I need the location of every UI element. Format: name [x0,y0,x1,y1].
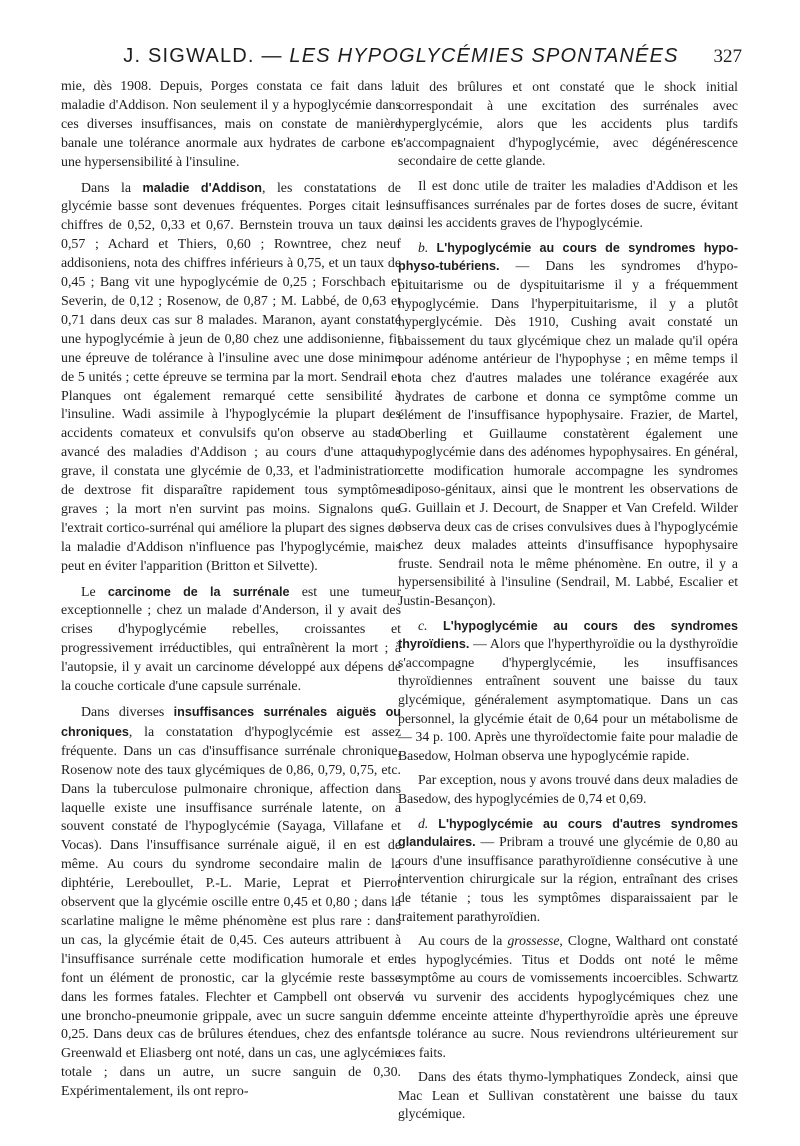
text-run: Le [81,584,108,600]
paragraph [61,583,401,697]
left-column [61,78,401,1102]
paragraph: Il est donc utile de traiter les maladies d'Addison et les insuffisances surrénales par de fortes doses de sucre, évitant ainsi les accidents graves de l'hypoglycémie. [398,177,738,231]
text-run: — Pribram a trouvé une glycémie de 0,80 au cours d'une insuffisance parathyroïdienne consécutive à une intervention chirurgicale sur la région, entraînant des crises de tétanie ; tous les symptômes disparaissaient par le traitement parathyroïdien. [398,834,738,924]
text-run: — Alors que l'hyperthyroïdie ou la dysthyroïdie s'accompagne d'hyperglycémie, les insuffisances thyroïdiennes entraînent souvent une baisse du taux glycémique, généralement asymptomatique. Dans un cas personnel, la glycémie était de 0,64 pour un métabolisme de — 34 p. 100. Après une thyroïdectomie faite pour maladie de Basedow, Holman observa une hypoglycémie rapide. [398,636,738,763]
running-header [60,42,742,72]
header-subject: LES HYPOGLYCÉMIES SPONTANÉES [289,45,679,67]
section-marker: c. [418,617,428,633]
running-title [60,42,742,70]
section-heading: L'hypoglycémie au cours des syndromes thyroïdiens. [398,618,738,652]
page-number: 327 [713,46,742,67]
header-author: J. SIGWALD. [123,45,255,67]
paragraph [398,932,738,1062]
section-heading: L'hypoglycémie au cours de syndromes hypo-physo-tubériens. [398,240,739,274]
text-run: , Clogne, Walthard ont constaté des hypoglycémies. Titus et Dodds ont noté le même symptôme au cours de vomissements incoercibles. Schwartz a vu survenir des accidents hypoglycémiques chez une femme enceinte atteinte d'hyperthyroïdie après une épreuve de tolérance au sucre. Nous reviendrons ultérieurement sur ces faits. [398,933,738,1060]
paragraph [398,815,738,927]
paragraph: duit des brûlures et ont constaté que le shock initial correspondait à une excitation des surrénales avec hyperglycémie, alors que les accidents plus tardifs s'accompagnaient d'hypoglycémie, avec dégénérescence secondaire de cette glande. [398,79,738,169]
right-column [398,78,738,1124]
paragraph [61,179,401,577]
text-run: — Dans les syndromes d'hypo-pituitarisme ou de dyspituitarisme il y a fréquemment hypoglycémie. Dans l'hyperpituitarisme, il y a plutôt hyperglycémie. Dès 1910, Cushing avait constaté un abaissement du taux glycémique chez un malade qu'il opéra pour adénome antérieur de l'hypophyse ; en même temps il nota chez d'autres malades une tolérance exagérée aux hydrates de carbone et donna ce symptôme comme un élément de l'insuffisance hypophysaire. Frazier, de Martel, Oberling et Guillaume constatèrent également une hypoglycémie dans des adénomes hypophysaires. En général, cette modification humorale accompagne les syndromes adiposo-génitaux, ainsi que le montrent les observations de G. Guillain et J. Decourt, de Snapper et Van Crefeld. Wilder observa deux cas de crises convulsives dues à l'hypoglycémie chez deux malades atteints d'insuffisance hypophysaire fruste. Sendrail nota le même phénomène. En outre, il y a hypersensibilité à l'insuline (Sendrail, M. Labbé, Escalier et Justin-Besançon). [398,258,738,609]
keyword: insuffisances surrénales aiguës ou chroniques [61,705,401,739]
paragraph: mie, dès 1908. Depuis, Porges constata ce fait dans la maladie d'Addison. Non seulement il y a hypoglycémie dans ces diverses insuffisances, mais on constate de manière banale une tolérance anormale aux hydrates de carbone et une hypersensibilité à l'insuline. [61,79,401,170]
paragraph [398,617,738,766]
text-run: est une tumeur exceptionnelle ; chez un malade d'Anderson, il y avait des crises d'hypoglycémie rebelles, croissantes et progressivement irréductibles, qui entraînèrent la mort ; à l'autopsie, il y avait un carcinome développé aux dépens de la couche corticale d'une capsule surrénale. [61,584,402,695]
text-run: Au cours de la [418,933,508,949]
paragraph [398,239,738,611]
keyword: maladie d'Addison [142,180,262,195]
keyword: carcinome de la surrénale [107,584,290,599]
section-marker: d. [418,815,429,831]
section-heading: L'hypoglycémie au cours d'autres syndromes glandulaires. [398,816,738,850]
text-run: , la constatation d'hypoglycémie est assez fréquente. Dans un cas d'insuffisance surrénale chronique, Rosenow note des taux glycémiques de 0,86, 0,79, 0,75, etc. Dans la tuberculose pulmonaire chronique, affection dans laquelle existe une insuffisance surrénale latente, on a souvent constaté de l'hypoglycémie (Sayaga, Villafane et Vocas). Dans l'insuffisance surrénale aiguë, il en est de même. Au cours du syndrome secondaire malin de la diphtérie, Lereboullet, P.-L. Marie, Leprat et Pierrot observent que la glycémie oscille entre 0,45 et 0,80 ; dans la scarlatine maligne le même phénomène est plus rare : dans un cas, la glycémie était de 0,45. Ces auteurs attribuent à l'insuffisance surrénale cette modification humorale et en font un élément de pronostic, car la glycémie reste basse dans les formes fatales. Flechter et Campbell ont observé une broncho-pneumonie grippale, avec un sucre sanguin de 0,25. Dans deux cas de brûlures étendues, chez des enfants, Greenwald et Eliasberg ont noté, dans un cas, une aglycémie totale ; dans un autre, un sucre sanguin de 0,30. Expérimentalement, ils ont repro- [61,724,401,1100]
header-separator: — [261,45,283,67]
text-run: Dans la [81,180,143,196]
section-marker: b. [418,239,429,255]
italic-term: grossesse [507,933,560,949]
text-run: Dans diverses [81,705,174,720]
paragraph [61,703,401,1102]
paragraph: Dans des états thymo-lymphatiques Zondeck, ainsi que Mac Lean et Sullivan constatèrent une baisse du taux glycémique. [398,1069,738,1122]
paragraph: Par exception, nous y avons trouvé dans deux maladies de Basedow, des hypoglycémies de 0,74 et 0,69. [398,772,738,806]
text-run: , les constatations de glycémie basse sont devenues fréquentes. Porges citait les chiffres de 0,52, 0,33 et 0,67. Bernstein trouva un taux de 0,57 ; Achard et Thiers, 0,60 ; Rowntree, chez neuf addisoniens, nota des chiffres inférieurs à 0,75, et un taux de 0,45 ; Bang vit une hypoglycémie de 0,25 ; Forschbach et Severin, de 0,12 ; Rosenow, de 0,87 ; M. Labbé, de 0,63 et 0,71 dans deux cas sur 8 malades. Maranon, ayant constaté une hypoglycémie à jeun de 0,80 chez une addisonienne, fit une épreuve de tolérance à l'insuline avec une dose minime de 5 unités ; cette épreuve se termina par la mort. Sendrail et Planques ont également remarqué cette sensibilité à l'insuline. Wadi assimile à l'hypoglycémie la plupart des accidents comateux et convulsifs qu'on observe au stade avancé des maladies d'Addison ; au cours d'une attaque grave, il constata une glycémie de 0,33, et l'administration de dextrose fit disparaître rapidement tous symptômes graves ; la mort n'en survint pas moins. Signalons que l'extrait cortico-surrénal qui améliore la plupart des signes de la maladie d'Addison n'influence pas l'hypoglycémie, mais peut en éviter l'apparition (Britton et Silvette). [61,180,401,574]
